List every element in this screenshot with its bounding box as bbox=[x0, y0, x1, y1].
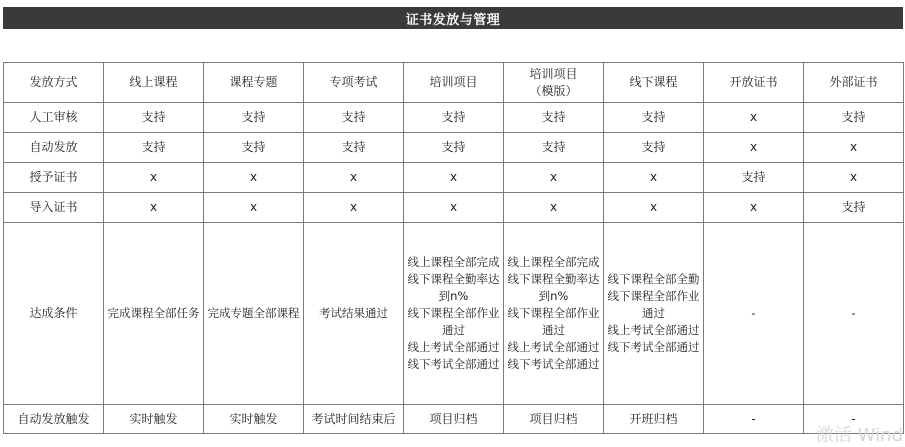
table-cell: x bbox=[504, 193, 604, 223]
table-cell: 支持 bbox=[804, 193, 904, 223]
column-header: 培训项目 （模版） bbox=[504, 63, 604, 103]
table-cell: 支持 bbox=[404, 133, 504, 163]
table-cell: x bbox=[804, 133, 904, 163]
page-title: 证书发放与管理 bbox=[3, 7, 903, 29]
table-cell: 完成课程全部任务 bbox=[104, 223, 204, 405]
certificate-table bbox=[3, 62, 904, 434]
table-cell: x bbox=[204, 193, 304, 223]
table-row bbox=[4, 133, 904, 163]
table-cell: 考试时间结束后 bbox=[304, 405, 404, 434]
table-cell: - bbox=[704, 223, 804, 405]
table-cell: x bbox=[704, 103, 804, 133]
column-header: 课程专题 bbox=[204, 63, 304, 103]
table-cell: x bbox=[104, 163, 204, 193]
table-cell: x bbox=[604, 163, 704, 193]
column-header: 培训项目 bbox=[404, 63, 504, 103]
column-header: 线下课程 bbox=[604, 63, 704, 103]
table-row bbox=[4, 193, 904, 223]
table-cell: 实时触发 bbox=[204, 405, 304, 434]
table-cell: 考试结果通过 bbox=[304, 223, 404, 405]
table-row bbox=[4, 405, 904, 434]
table-cell: x bbox=[404, 193, 504, 223]
column-header: 开放证书 bbox=[704, 63, 804, 103]
table-cell: 支持 bbox=[204, 103, 304, 133]
watermark: 激活 Wind bbox=[816, 425, 903, 446]
table-cell: 支持 bbox=[204, 133, 304, 163]
table-cell: x bbox=[804, 163, 904, 193]
table-cell: x bbox=[104, 193, 204, 223]
column-header: 专项考试 bbox=[304, 63, 404, 103]
table-cell: x bbox=[704, 193, 804, 223]
table-row bbox=[4, 103, 904, 133]
row-label: 自动发放 bbox=[4, 133, 104, 163]
table-cell: 支持 bbox=[504, 133, 604, 163]
table-cell: 支持 bbox=[604, 133, 704, 163]
column-header: 发放方式 bbox=[4, 63, 104, 103]
table-cell: 实时触发 bbox=[104, 405, 204, 434]
table-cell: x bbox=[304, 163, 404, 193]
table-cell: - bbox=[704, 405, 804, 434]
table-cell: x bbox=[504, 163, 604, 193]
table-cell: 支持 bbox=[704, 163, 804, 193]
row-label: 达成条件 bbox=[4, 223, 104, 405]
table-cell: 线上课程全部完成 线下课程全勤率达到n% 线下课程全部作业通过 线上考试全部通过 线下考试全部通过 bbox=[504, 223, 604, 405]
table-cell: - bbox=[804, 405, 904, 434]
column-header: 外部证书 bbox=[804, 63, 904, 103]
table-cell: 开班归档 bbox=[604, 405, 704, 434]
header-row bbox=[4, 63, 904, 103]
row-label: 人工审核 bbox=[4, 103, 104, 133]
table-cell: 支持 bbox=[804, 103, 904, 133]
column-header: 线上课程 bbox=[104, 63, 204, 103]
table-cell: - bbox=[804, 223, 904, 405]
table-cell: 项目归档 bbox=[404, 405, 504, 434]
table-cell: x bbox=[404, 163, 504, 193]
table-cell: 线上课程全部完成 线下课程全勤率达到n% 线下课程全部作业通过 线上考试全部通过 线下考试全部通过 bbox=[404, 223, 504, 405]
table-cell: 支持 bbox=[504, 103, 604, 133]
table-cell: x bbox=[304, 193, 404, 223]
table-cell: 支持 bbox=[304, 103, 404, 133]
table-cell: x bbox=[704, 133, 804, 163]
table-cell: 支持 bbox=[604, 103, 704, 133]
table-cell: x bbox=[204, 163, 304, 193]
row-label: 授予证书 bbox=[4, 163, 104, 193]
table-cell: 支持 bbox=[404, 103, 504, 133]
table-cell: 完成专题全部课程 bbox=[204, 223, 304, 405]
table-cell: 线下课程全部全勤 线下课程全部作业通过 线上考试全部通过 线下考试全部通过 bbox=[604, 223, 704, 405]
table-row bbox=[4, 223, 904, 405]
table-cell: 支持 bbox=[304, 133, 404, 163]
table-cell: 项目归档 bbox=[504, 405, 604, 434]
row-label: 导入证书 bbox=[4, 193, 104, 223]
table-cell: x bbox=[604, 193, 704, 223]
table-cell: 支持 bbox=[104, 103, 204, 133]
table-row bbox=[4, 163, 904, 193]
row-label: 自动发放触发 bbox=[4, 405, 104, 434]
table-cell: 支持 bbox=[104, 133, 204, 163]
